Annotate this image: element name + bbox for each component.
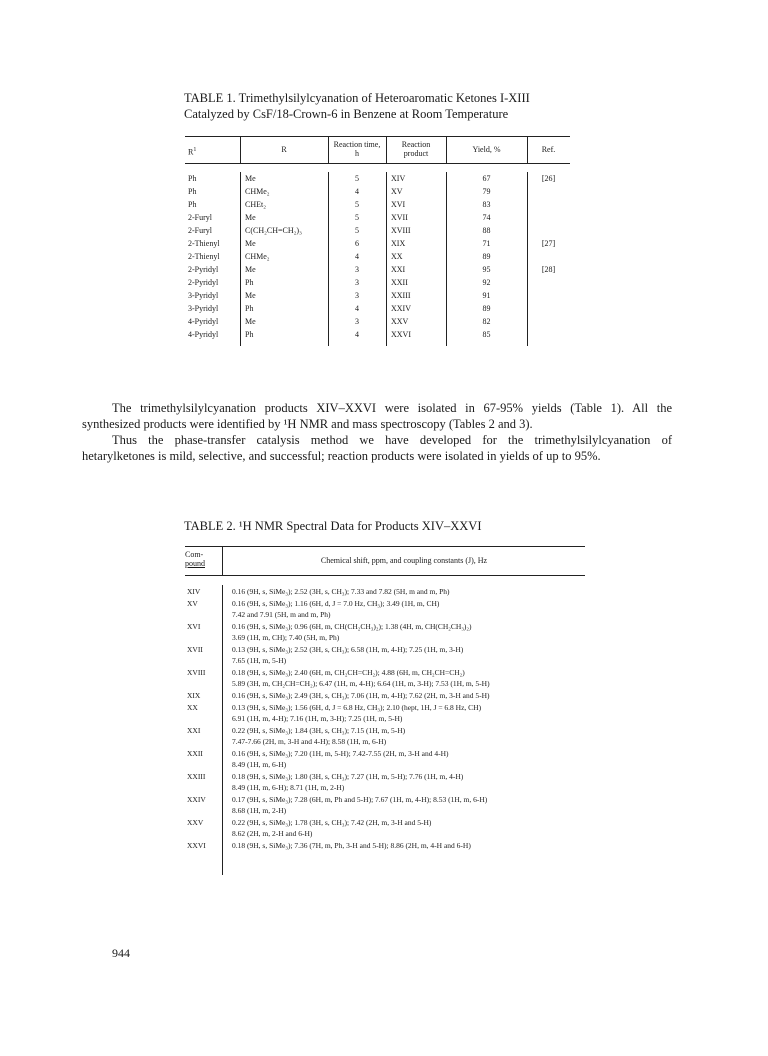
table2-cell-shift-line: 0.13 (9H, s, SiMe₃); 1.56 (6H, d, J = 6.8 Hz, CH₃); 2.10 (hept, 1H, J = 6.8 Hz, CH) — [232, 703, 482, 712]
table1-cell-yield: 79 — [482, 187, 491, 196]
table1-cell-time: 5 — [355, 213, 359, 222]
table1-cell-r1: 2-Thienyl — [188, 239, 220, 248]
table1-cell-time: 6 — [355, 239, 359, 248]
table2-cell-compound: XXIII — [187, 772, 206, 781]
table2-cell-shift-line: 0.16 (9H, s, SiMe₃); 2.49 (3H, s, CH₃); 7.06 (1H, m, 4-H); 7.62 (2H, m, 3-H and 5-H) — [232, 691, 490, 700]
table2-cell-compound: XVI — [187, 622, 201, 631]
table1-cell-r: CHMe₂ — [245, 252, 270, 261]
table1-cell-time: 3 — [355, 317, 359, 326]
table1-cell-yield: 95 — [482, 265, 491, 274]
table1-top-rule — [185, 136, 570, 137]
table1-cell-yield: 71 — [482, 239, 491, 248]
table1-cell-yield: 74 — [482, 213, 491, 222]
table2-cell-compound: XXII — [187, 749, 203, 758]
table2-header-shift: Chemical shift, ppm, and coupling constants (J), Hz — [320, 556, 488, 565]
table1-cell-time: 4 — [355, 252, 359, 261]
table1-cell-yield: 67 — [482, 174, 491, 183]
table1-cell-product: XXII — [391, 278, 408, 287]
table1-cell-r: Me — [245, 174, 256, 183]
table1-cell-time: 4 — [355, 330, 359, 339]
table1-row — [185, 328, 570, 341]
table1-cell-product: XXIV — [391, 304, 411, 313]
table1-cell-r1: Ph — [188, 200, 197, 209]
table1-header-r1: $R^1$ — [188, 147, 197, 157]
table1-header-product: Reaction product — [401, 140, 431, 158]
table1-cell-r: C(CH₂CH=CH₂)₃ — [245, 226, 302, 235]
table1-row — [185, 211, 570, 224]
table1-cell-r: Ph — [245, 304, 254, 313]
table2-cell-compound: XV — [187, 599, 198, 608]
table2-cell-shift-line: 3.69 (1H, m, CH); 7.40 (5H, m, Ph) — [232, 633, 340, 642]
table2-cell-compound: XXI — [187, 726, 201, 735]
table1-cell-r: Me — [245, 291, 256, 300]
table2-cell-shift-line: 0.18 (9H, s, SiMe₃); 1.80 (3H, s, CH₃); 7.27 (1H, m, 5-H); 7.76 (1H, m, 4-H) — [232, 772, 464, 781]
table1-row — [185, 289, 570, 302]
paragraph-1-line2: synthesized products were identified by ¹H NMR and mass spectroscopy (Tables 2 and 3). — [82, 417, 533, 431]
table2-cell-compound: XX — [187, 703, 198, 712]
table1-cell-r: Me — [245, 213, 256, 222]
table1-cell-product: XVI — [391, 200, 406, 209]
table1-cell-product: XV — [391, 187, 403, 196]
table1-cell-r1: Ph — [188, 187, 197, 196]
table2-cell-shift-line: 7.47-7.66 (2H, m, 3-H and 4-H); 8.58 (1H, m, 6-H) — [232, 737, 387, 746]
table1-cell-time: 4 — [355, 187, 359, 196]
table2-cell-compound: XVII — [187, 645, 203, 654]
table1-cell-r1: 2-Furyl — [188, 213, 212, 222]
table1-cell-time: 3 — [355, 291, 359, 300]
table2-cell-shift-line: 7.65 (1H, m, 5-H) — [232, 656, 287, 665]
table1-row — [185, 237, 570, 250]
table1-row — [185, 224, 570, 237]
table2-cell-shift-line: 0.22 (9H, s, SiMe₃); 1.84 (3H, s, CH₃); 7.15 (1H, m, 5-H) — [232, 726, 406, 735]
table1-cell-product: XIX — [391, 239, 406, 248]
table1-header-time: Reaction time, h — [333, 140, 381, 158]
table1-cell-r: Ph — [245, 278, 254, 287]
table1-row — [185, 302, 570, 315]
table1-cell-product: XX — [391, 252, 403, 261]
table2-cell-shift-line: 6.91 (1H, m, 4-H); 7.16 (1H, m, 3-H); 7.25 (1H, m, 5-H) — [232, 714, 403, 723]
table1-cell-product: XVIII — [391, 226, 411, 235]
table2-cell-shift-line: 0.22 (9H, s, SiMe₃); 1.78 (3H, s, CH₃); 7.42 (2H, m, 3-H and 5-H) — [232, 818, 432, 827]
table1-cell-yield: 89 — [482, 252, 491, 261]
table1-cell-product: XXIII — [391, 291, 411, 300]
table1-cell-yield: 85 — [482, 330, 491, 339]
table1-cell-r1: 3-Pyridyl — [188, 304, 219, 313]
table1-cell-product: XXI — [391, 265, 406, 274]
table2-cell-compound: XXIV — [187, 795, 206, 804]
table2-cell-shift-line: 0.16 (9H, s, SiMe₃); 7.20 (1H, m, 5-H); 7.42-7.55 (2H, m, 3-H and 4-H) — [232, 749, 449, 758]
table1-cell-r: Ph — [245, 330, 254, 339]
table1-cell-r1: 2-Pyridyl — [188, 265, 219, 274]
table1-row — [185, 263, 570, 276]
table2-cell-shift-line: 0.17 (9H, s, SiMe₃); 7.28 (6H, m, Ph and 5-H); 7.67 (1H, m, 4-H); 8.53 (1H, m, 6-H) — [232, 795, 488, 804]
table2-cell-shift-line: 0.13 (9H, s, SiMe₃); 2.52 (3H, s, CH₃); 6.58 (1H, m, 4-H); 7.25 (1H, m, 3-H) — [232, 645, 464, 654]
table1-row — [185, 198, 570, 211]
paragraph-2-line1: Thus the phase-transfer catalysis method we have developed for the trimethylsilylcyanation of — [112, 433, 672, 447]
table2-cell-compound: XXV — [187, 818, 204, 827]
table1-cell-ref: [27] — [541, 239, 556, 248]
table1-cell-time: 5 — [355, 174, 359, 183]
table1-cell-time: 4 — [355, 304, 359, 313]
table1-cell-product: XVII — [391, 213, 408, 222]
paragraph-2-line2: hetarylketones is mild, selective, and successful; reaction products were isolated in yields of up to 95%. — [82, 449, 601, 463]
table1-cell-r1: 2-Pyridyl — [188, 278, 219, 287]
table2-cell-shift-line: 8.49 (1H, m, 6-H); 8.71 (1H, m, 2-H) — [232, 783, 345, 792]
table1-cell-ref: [28] — [541, 265, 556, 274]
table2-top-rule — [185, 546, 585, 547]
table1-cell-yield: 91 — [482, 291, 491, 300]
table2-cell-shift-line: 0.16 (9H, s, SiMe₃); 2.52 (3H, s, CH₃); 7.33 and 7.82 (5H, m and m, Ph) — [232, 587, 450, 596]
table1-cell-yield: 89 — [482, 304, 491, 313]
table1-header-ref: Ref. — [541, 145, 556, 154]
table1-cell-product: XXV — [391, 317, 409, 326]
table2-cell-shift-line: 0.16 (9H, s, SiMe₃); 1.16 (6H, d, J = 7.0 Hz, CH₃); 3.49 (1H, m, CH) — [232, 599, 440, 608]
table1-cell-time: 3 — [355, 265, 359, 274]
table1-caption-line1: TABLE 1. Trimethylsilylcyanation of Heteroaromatic Ketones I-XIII — [184, 91, 530, 105]
table1-cell-r: Me — [245, 239, 256, 248]
table2-header-rule — [185, 575, 585, 576]
table2-caption: TABLE 2. ¹H NMR Spectral Data for Products XIV–XXVI — [184, 519, 482, 533]
table2-cell-shift-line: 7.42 and 7.91 (5H, m and m, Ph) — [232, 610, 331, 619]
table1-cell-r: CHEt₂ — [245, 200, 267, 209]
table1-header-rule — [185, 163, 570, 164]
table2-cell-shift-line: 0.18 (9H, s, SiMe₃); 7.36 (7H, m, Ph, 3-H and 5-H); 8.86 (2H, m, 4-H and 6-H) — [232, 841, 471, 850]
table2-cell-shift-line: 0.16 (9H, s, SiMe₃); 0.96 (6H, m, CH(CH₂CH₃)₂); 1.38 (4H, m, CH(CH₂CH₃)₂) — [232, 622, 472, 631]
table1-header-r: R — [281, 145, 287, 154]
table1-row — [185, 172, 570, 185]
table1-cell-r1: 4-Pyridyl — [188, 330, 219, 339]
table1-row — [185, 185, 570, 198]
table2-cell-shift-line: 5.89 (3H, m, CH₂CH=CH₂); 6.47 (1H, m, 4-H); 6.64 (1H, m, 3-H); 7.53 (1H, m, 5-H) — [232, 679, 490, 688]
table1-cell-time: 5 — [355, 226, 359, 235]
table2-cell-shift-line: 8.62 (2H, m, 2-H and 6-H) — [232, 829, 313, 838]
table1-cell-r1: Ph — [188, 174, 197, 183]
table1-row — [185, 250, 570, 263]
table1-cell-r: Me — [245, 317, 256, 326]
table1-cell-yield: 82 — [482, 317, 491, 326]
table1-cell-time: 5 — [355, 200, 359, 209]
table1-row — [185, 276, 570, 289]
table1-cell-yield: 88 — [482, 226, 491, 235]
table1-cell-r: Me — [245, 265, 256, 274]
table2-cell-compound: XIX — [187, 691, 201, 700]
table1-cell-product: XXVI — [391, 330, 411, 339]
paragraph-1-line1: The trimethylsilylcyanation products XIV–XXVI were isolated in 67-95% yields (Table 1). All the — [112, 401, 672, 415]
table1-row — [185, 315, 570, 328]
table2-cell-shift-line: 8.49 (1H, m, 6-H) — [232, 760, 287, 769]
table2-cell-compound: XXVI — [187, 841, 206, 850]
page-number: 944 — [112, 946, 130, 960]
table1-cell-product: XIV — [391, 174, 406, 183]
table1-cell-r1: 3-Pyridyl — [188, 291, 219, 300]
table1-cell-r1: 2-Furyl — [188, 226, 212, 235]
table1-cell-r1: 2-Thienyl — [188, 252, 220, 261]
table2-cell-shift-line: 8.68 (1H, m, 2-H) — [232, 806, 287, 815]
table2-col-divider — [222, 585, 223, 875]
table1-cell-time: 3 — [355, 278, 359, 287]
table1-cell-r: CHMe₂ — [245, 187, 270, 196]
table2-cell-compound: XVIII — [187, 668, 206, 677]
table1-caption-line2: Catalyzed by CsF/18-Crown-6 in Benzene at Room Temperature — [184, 107, 509, 121]
table1-cell-yield: 83 — [482, 200, 491, 209]
table2-cell-compound: XIV — [187, 587, 201, 596]
table1-cell-yield: 92 — [482, 278, 491, 287]
table1-cell-r1: 4-Pyridyl — [188, 317, 219, 326]
table1-cell-ref: [26] — [541, 174, 556, 183]
table1-header-yield: Yield, % — [472, 145, 501, 154]
table2-cell-shift-line: 0.18 (9H, s, SiMe₃); 2.40 (6H, m, CH₂CH=CH₂); 4.88 (6H, m, CH₂CH=CH₂) — [232, 668, 465, 677]
table2-header-compound: Com- pound — [185, 550, 205, 568]
